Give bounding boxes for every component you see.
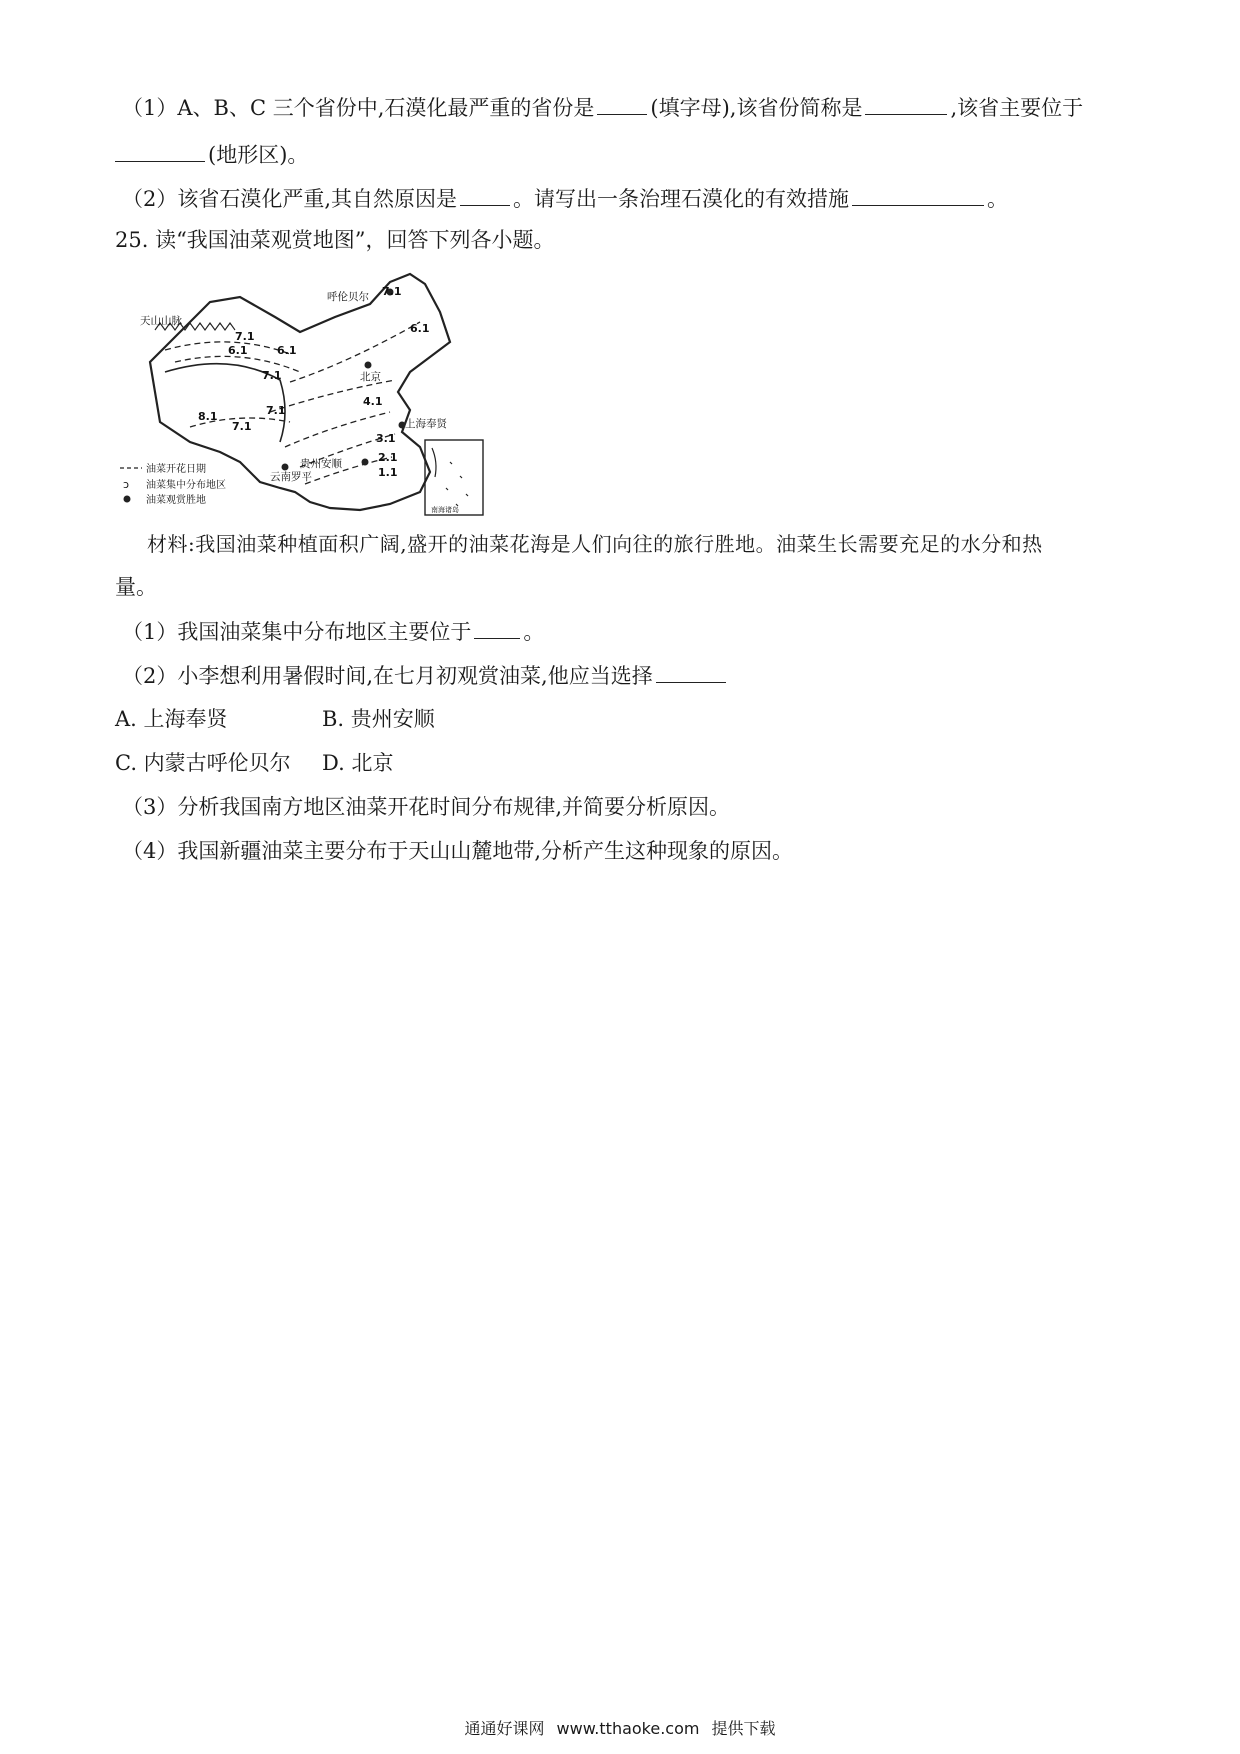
- bloom-date-label: 6.1: [228, 344, 248, 357]
- viewing-site-marker: [282, 464, 289, 471]
- text: （1）A、B、C 三个省份中,石漠化最严重的省份是: [122, 96, 595, 120]
- bloom-date-label: 7.1: [266, 404, 286, 417]
- viewing-site-marker: [365, 362, 372, 369]
- bloom-date-label: 7.1: [382, 285, 402, 298]
- bloom-date-label: 6.1: [277, 344, 297, 357]
- text: （2）该省石漠化严重,其自然原因是: [122, 187, 458, 211]
- q24-part1-line2: [115, 139, 308, 170]
- answer-blank[interactable]: [460, 183, 510, 206]
- map-place-label: 呼伦贝尔: [327, 291, 369, 303]
- text: ,该省主要位于: [950, 96, 1084, 120]
- q25-sub1: [122, 616, 544, 647]
- text: 。: [523, 620, 545, 644]
- bloom-date-label: 2.1: [378, 451, 398, 464]
- footer-tail: 提供下载: [711, 1719, 776, 1738]
- legend-label: 油菜开花日期: [146, 464, 206, 475]
- bloom-date-label: 8.1: [198, 410, 218, 423]
- answer-blank[interactable]: [656, 660, 726, 683]
- q25-material-line2: 量。: [115, 575, 157, 599]
- map-legend: [120, 462, 226, 506]
- text: (填字母),该省份简称是: [650, 96, 863, 120]
- legend-label: 油菜观赏胜地: [146, 495, 206, 506]
- text: 。请写出一条治理石漠化的有效措施: [513, 187, 850, 211]
- text: （2）小李想利用暑假时间,在七月初观赏油菜,他应当选择: [122, 664, 653, 688]
- bloom-date-label: 7.1: [262, 369, 282, 382]
- option-d[interactable]: D. 北京: [322, 751, 394, 775]
- footer-site: 通通好课网: [464, 1719, 545, 1738]
- q24-part1-line1: [122, 92, 1083, 123]
- q25-sub4: （4）我国新疆油菜主要分布于天山山麓地带,分析产生这种现象的原因。: [122, 839, 794, 863]
- inset-label: 南海诸岛: [431, 506, 459, 514]
- option-c[interactable]: C. 内蒙古呼伦贝尔: [115, 751, 291, 775]
- viewing-site-marker: [362, 459, 369, 466]
- footer-url[interactable]: www.tthaoke.com: [556, 1719, 700, 1738]
- map-place-label: 云南罗平: [270, 471, 312, 483]
- q25-title: 25. 读“我国油菜观赏地图”，回答下列各小题。: [115, 228, 555, 252]
- q24-part2: [122, 183, 1008, 214]
- map-place-label: 贵州安顺: [300, 458, 342, 470]
- bloom-date-label: 7.1: [232, 420, 252, 433]
- option-b[interactable]: B. 贵州安顺: [322, 707, 435, 731]
- south-china-sea-inset: [425, 440, 483, 515]
- text: 。: [987, 187, 1009, 211]
- map-place-label: 天山山脉: [140, 315, 182, 327]
- answer-blank[interactable]: [865, 92, 947, 115]
- answer-blank[interactable]: [852, 183, 984, 206]
- bloom-date-label: 7.1: [235, 330, 255, 343]
- map-place-label: 上海奉贤: [405, 418, 447, 430]
- text: （1）我国油菜集中分布地区主要位于: [122, 620, 472, 644]
- answer-blank[interactable]: [597, 92, 647, 115]
- map-place-label: 北京: [360, 371, 381, 383]
- bloom-date-label: 6.1: [410, 322, 430, 335]
- q25-material-line1: 材料:我国油菜种植面积广阔,盛开的油菜花海是人们向往的旅行胜地。油菜生长需要充足的水分和热: [147, 532, 1043, 556]
- option-a[interactable]: A. 上海奉贤: [115, 707, 228, 731]
- answer-blank[interactable]: [115, 139, 205, 162]
- svg-text:ↄ: ↄ: [123, 478, 130, 491]
- page-footer: [0, 1716, 1240, 1739]
- q25-sub3: （3）分析我国南方地区油菜开花时间分布规律,并简要分析原因。: [122, 795, 731, 819]
- bloom-date-label: 1.1: [378, 466, 398, 479]
- q25-sub2: [122, 660, 729, 691]
- text: (地形区)。: [208, 143, 309, 167]
- bloom-date-label: 4.1: [363, 395, 383, 408]
- bloom-date-label: 3.1: [376, 432, 396, 445]
- legend-label: 油菜集中分布地区: [146, 480, 226, 491]
- answer-blank[interactable]: [474, 616, 520, 639]
